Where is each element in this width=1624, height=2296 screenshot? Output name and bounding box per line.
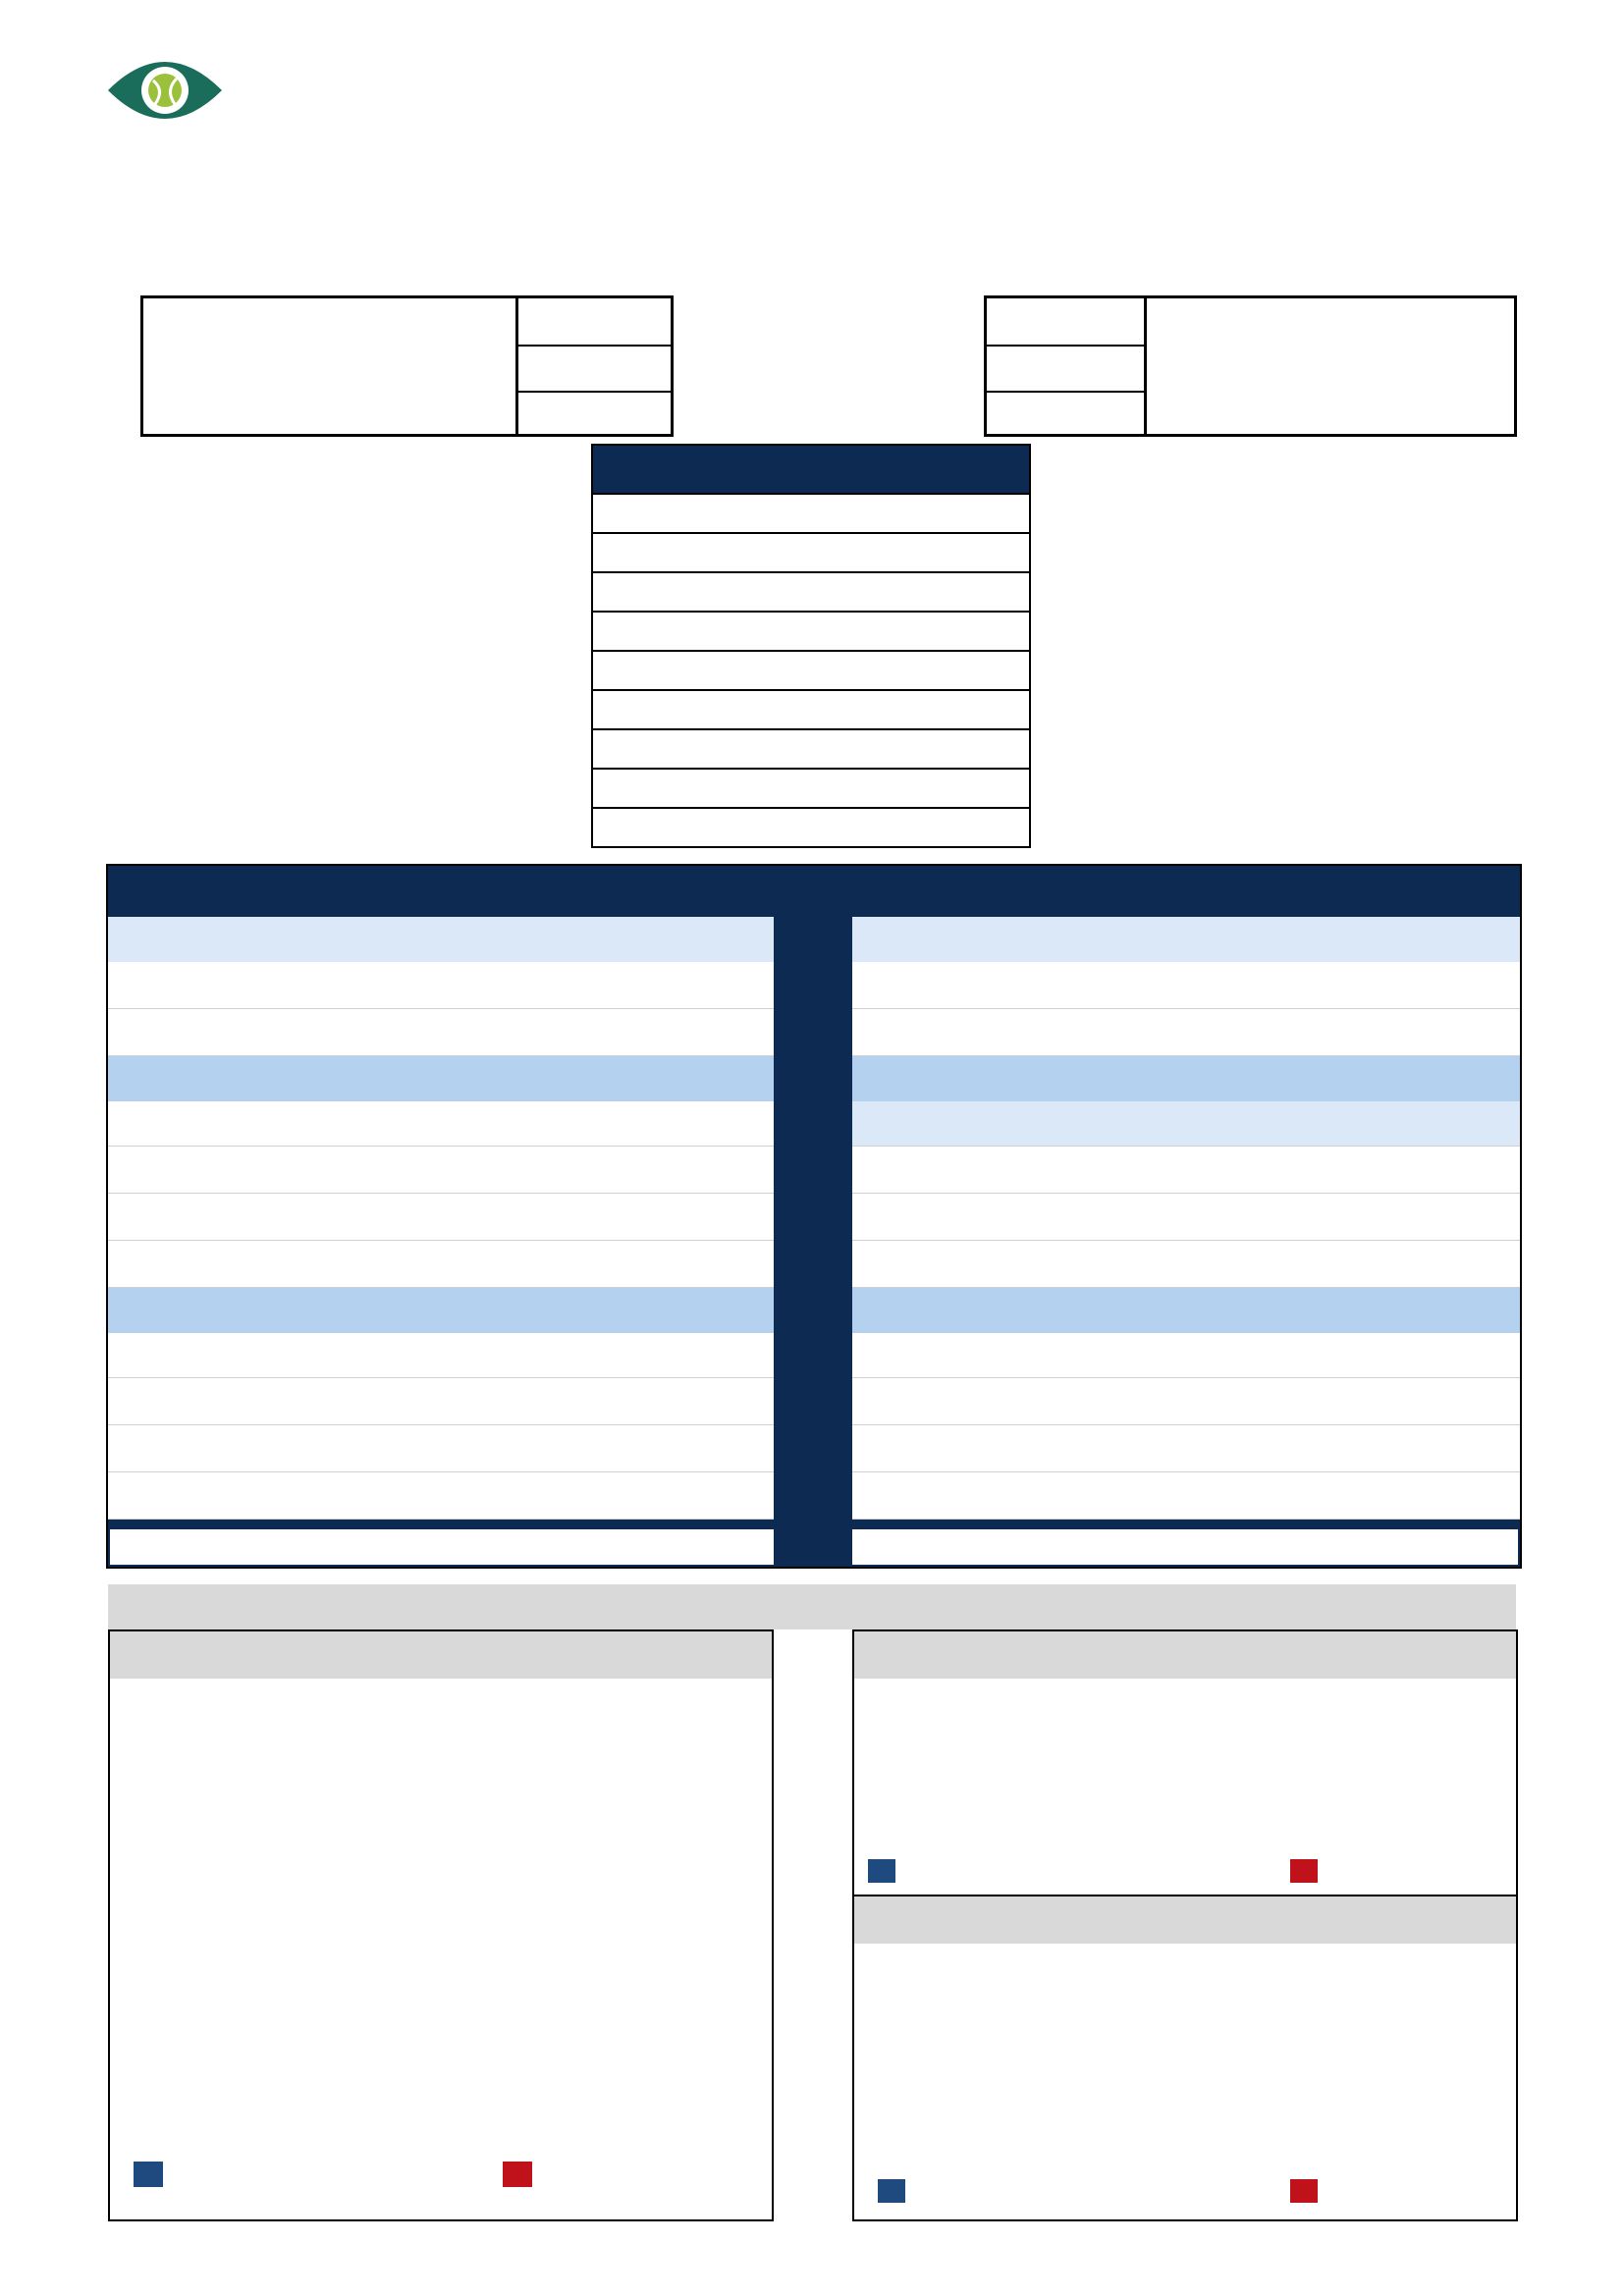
list-item[interactable] <box>852 962 1520 1009</box>
player1-score-box <box>140 295 674 437</box>
list-item[interactable] <box>108 962 774 1009</box>
stats-menu-item[interactable] <box>591 573 1031 613</box>
legend-swatch-p2 <box>1290 1859 1318 1883</box>
pair-row <box>108 1241 774 1288</box>
left-sec1-title <box>108 917 774 962</box>
pair-row <box>852 1241 1520 1288</box>
stats-menu-item[interactable] <box>591 691 1031 730</box>
modelli-left-footer <box>110 1529 774 1565</box>
right-sec3-title <box>852 1288 1520 1333</box>
player2-set3 <box>987 391 1144 434</box>
stats-menu <box>591 444 1031 848</box>
list-item[interactable] <box>852 1333 1520 1378</box>
stats-menu-item[interactable] <box>591 770 1031 809</box>
list-item[interactable] <box>108 1009 774 1056</box>
modelli-left-column <box>108 917 774 1520</box>
chart2-title <box>854 1631 1516 1679</box>
player1-set3 <box>518 391 671 434</box>
left-sec3-title <box>108 1288 774 1333</box>
modelli-right-footer <box>852 1529 1518 1565</box>
list-item[interactable] <box>852 1009 1520 1056</box>
list-item[interactable] <box>108 1425 774 1472</box>
stats-menu-item[interactable] <box>591 534 1031 573</box>
stats-menu-title <box>591 444 1031 495</box>
pair-row <box>852 1147 1520 1194</box>
pair-row <box>852 1194 1520 1241</box>
player1-set2 <box>518 345 671 393</box>
player1-name <box>143 298 518 434</box>
player2-set1 <box>987 298 1144 347</box>
modelli-right-player <box>972 870 1502 909</box>
chart1-title <box>110 1631 772 1679</box>
stats-menu-item[interactable] <box>591 613 1031 652</box>
list-item[interactable] <box>108 1333 774 1378</box>
right-sec1-title <box>852 917 1520 962</box>
modelli-panel <box>106 864 1522 1569</box>
player2-name <box>1144 298 1514 434</box>
tennis-eye-logo-icon <box>106 51 224 130</box>
diagrams-title <box>108 1584 1516 1629</box>
list-item[interactable] <box>852 1425 1520 1472</box>
list-item[interactable] <box>852 1378 1520 1425</box>
list-item[interactable] <box>108 1378 774 1425</box>
logo <box>61 51 277 179</box>
left-sec2-title <box>108 1056 774 1101</box>
pair-row <box>108 1194 774 1241</box>
chart3-title <box>854 1896 1516 1944</box>
list-item[interactable] <box>108 1101 774 1147</box>
chart-first-serve <box>108 1629 774 2221</box>
pair-row <box>108 1147 774 1194</box>
list-item[interactable] <box>852 1472 1520 1520</box>
chart-differenziale <box>852 1629 1518 1895</box>
list-item[interactable] <box>852 1101 1520 1147</box>
legend-swatch-p1 <box>878 2179 905 2203</box>
legend-swatch-p2 <box>1290 2179 1318 2203</box>
modelli-title <box>656 872 972 917</box>
stats-menu-item[interactable] <box>591 809 1031 848</box>
stats-menu-item[interactable] <box>591 730 1031 770</box>
player2-score-box <box>984 295 1517 437</box>
modelli-right-column <box>852 917 1520 1520</box>
modelli-left-player <box>132 870 681 909</box>
player2-set2 <box>987 345 1144 393</box>
stats-menu-item[interactable] <box>591 495 1031 534</box>
legend-swatch-p1 <box>868 1859 895 1883</box>
stats-menu-item[interactable] <box>591 652 1031 691</box>
right-sec2-title <box>852 1056 1520 1101</box>
chart-vincenti-errori <box>852 1895 1518 2221</box>
legend-swatch-p2 <box>503 2162 532 2187</box>
legend-swatch-p1 <box>134 2162 163 2187</box>
player1-set1 <box>518 298 671 347</box>
list-item[interactable] <box>108 1472 774 1520</box>
